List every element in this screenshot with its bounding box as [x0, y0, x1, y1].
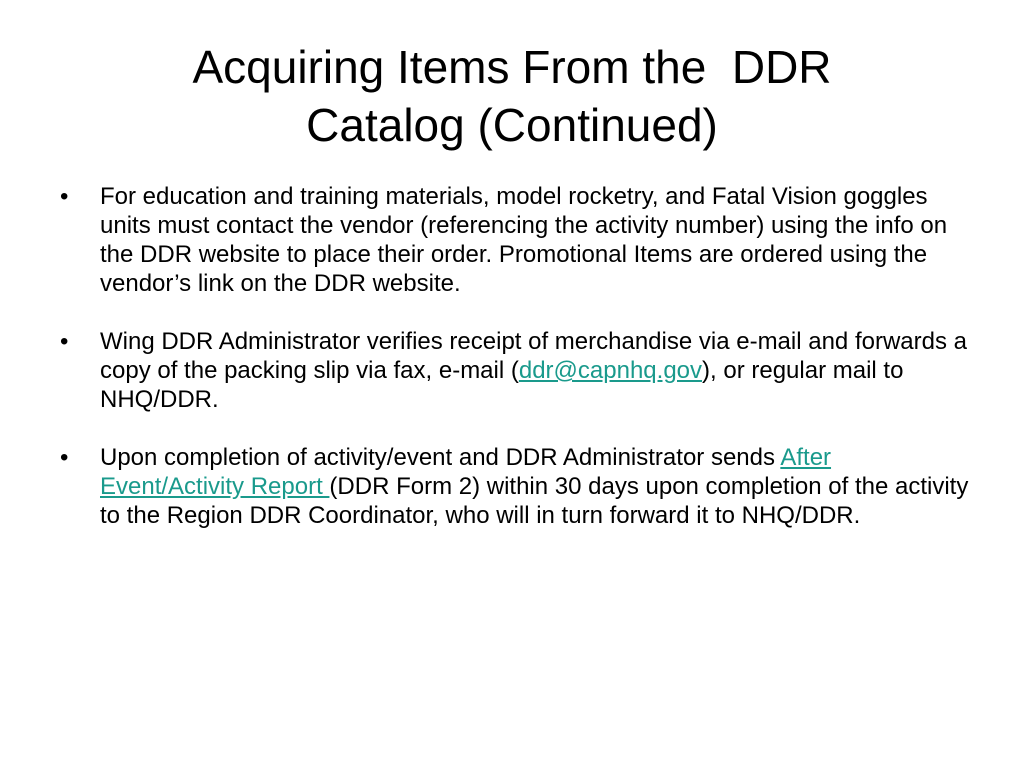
slide-title-line-2: Catalog (Continued) — [306, 99, 718, 151]
bullet-text: For education and training materials, model rocketry, and Fatal Vision goggles units must contact the vendor (referencing the activity number) using the info on the DDR website to place their order. Promotional Items are ordered using the vendor’s link on the DDR website. — [100, 183, 948, 297]
bullet-marker: • — [60, 328, 69, 355]
after-event-report-link[interactable]: After Event/Activity Report — [100, 444, 832, 500]
bullet-text-after-link: ), or regular mail to NHQ/DDR. — [100, 357, 904, 413]
bullet-marker: • — [60, 183, 69, 210]
bullet-item-vendor-contact — [56, 182, 976, 298]
bullet-text-before-link: Upon completion of activity/event and DDR Administrator sends — [100, 444, 781, 471]
bullet-list — [56, 182, 976, 559]
bullet-text-before-link: Wing DDR Administrator verifies receipt of merchandise via e-mail and forwards a copy of the packing slip via fax, e-mail ( — [100, 328, 967, 384]
slide-title — [60, 38, 964, 154]
email-link[interactable]: ddr@capnhq.gov — [518, 357, 703, 384]
bullet-marker: • — [60, 444, 69, 471]
bullet-item-receipt-verification — [56, 327, 976, 414]
bullet-text-after-link: (DDR Form 2) within 30 days upon completion of the activity to the Region DDR Coordinator, who will in turn forward it to NHQ/DDR. — [100, 473, 969, 529]
slide-title-line-1: Acquiring Items From the DDR — [192, 41, 832, 93]
bullet-item-after-event-report — [56, 443, 976, 530]
